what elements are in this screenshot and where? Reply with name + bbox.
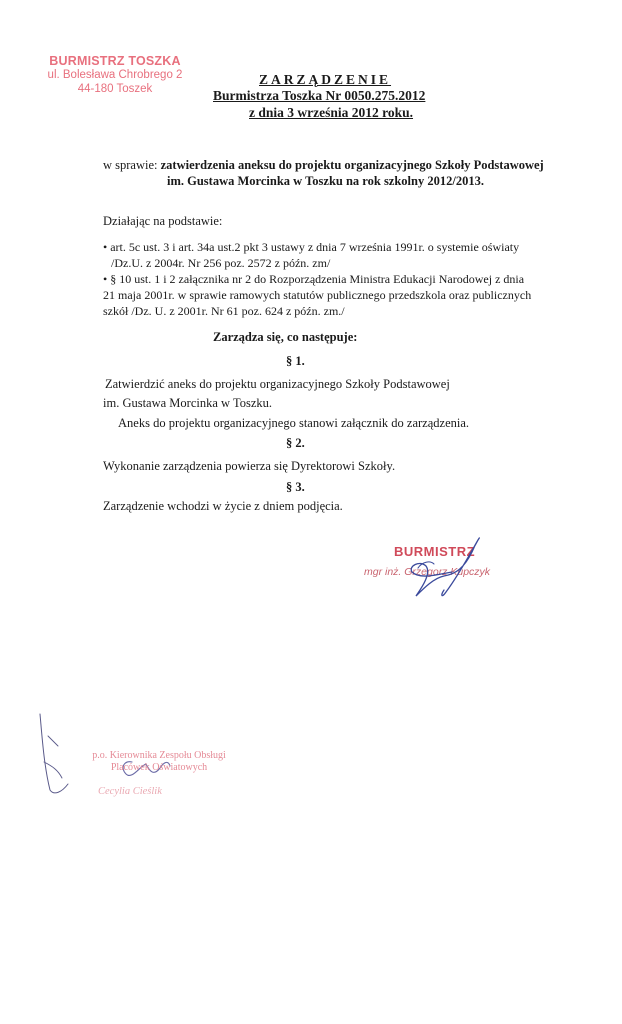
manager-stamp: [28, 706, 226, 806]
basis-item-2-line-1: • § 10 ust. 1 i 2 załącznika nr 2 do Rozporządzenia Ministra Edukacji Narodowej z dnia: [103, 272, 525, 286]
basis-item-2-line-2: 21 maja 2001r. w sprawie ramowych statutów publicznego przedszkola oraz publicznych: [103, 288, 532, 302]
section-2-heading: § 2.: [286, 436, 305, 450]
manager-role-line-1: p.o. Kierownika Zespołu Obsługi: [92, 750, 226, 761]
vertical-stamp-text: [51, 705, 59, 795]
handwritten-signature: [360, 530, 530, 610]
manager-name: Cecylia Cieślik: [98, 786, 162, 797]
section-1-line-2: im. Gustawa Morcinka w Toszku.: [103, 396, 273, 410]
subject-line-2: im. Gustawa Morcinka w Toszku na rok szkolny 2012/2013.: [167, 174, 484, 188]
manager-role: [84, 750, 234, 774]
stamp-city: 44-180 Toszek: [77, 83, 153, 95]
stamp-street: ul. Bolesława Chrobrego 2: [47, 69, 183, 81]
document-date: z dnia 3 września 2012 roku.: [249, 105, 414, 120]
subject-line-1: [103, 158, 544, 173]
subject-prefix: w sprawie:: [103, 158, 161, 172]
subject-text-1: zatwierdzenia aneksu do projektu organizacyjnego Szkoły Podstawowej: [160, 158, 544, 172]
section-1-line-1: Zatwierdzić aneks do projektu organizacyjnego Szkoły Podstawowej: [105, 377, 450, 391]
section-3-heading: § 3.: [286, 480, 305, 494]
signature-stamp-name: mgr inż. Grzegorz Kupczyk: [364, 566, 491, 578]
basis-intro: Działając na podstawie:: [103, 214, 223, 228]
basis-item-1-line-2: /Dz.U. z 2004r. Nr 256 poz. 2572 z późn. zm/: [111, 256, 331, 270]
mayor-address-stamp: [40, 54, 190, 96]
signature-stamp-title: BURMISTRZ: [394, 544, 476, 559]
mayor-signature-stamp: [360, 530, 530, 610]
order-intro: Zarządza się, co następuje:: [213, 330, 358, 344]
section-1-heading: § 1.: [286, 354, 305, 368]
section-3-line-1: Zarządzenie wchodzi w życie z dniem podjęcia.: [103, 499, 343, 513]
section-2-line-1: Wykonanie zarządzenia powierza się Dyrektorowi Szkoły.: [103, 459, 396, 473]
section-1-line-3: Aneks do projektu organizacyjnego stanowi załącznik do zarządzenia.: [118, 416, 470, 430]
stamp-title: BURMISTRZ TOSZKA: [49, 54, 181, 68]
document-title: ZARZĄDZENIE: [259, 72, 392, 87]
manager-role-line-2: Placówek Oświatowych: [110, 762, 208, 773]
basis-item-2-line-3: szkół /Dz. U. z 2001r. Nr 61 poz. 624 z późn. zm./: [103, 304, 345, 318]
basis-item-1-line-1: • art. 5c ust. 3 i art. 34a ust.2 pkt 3 ustawy z dnia 7 września 1991r. o systemie oświaty: [103, 240, 520, 254]
document-number: Burmistrza Toszka Nr 0050.275.2012: [213, 88, 426, 103]
